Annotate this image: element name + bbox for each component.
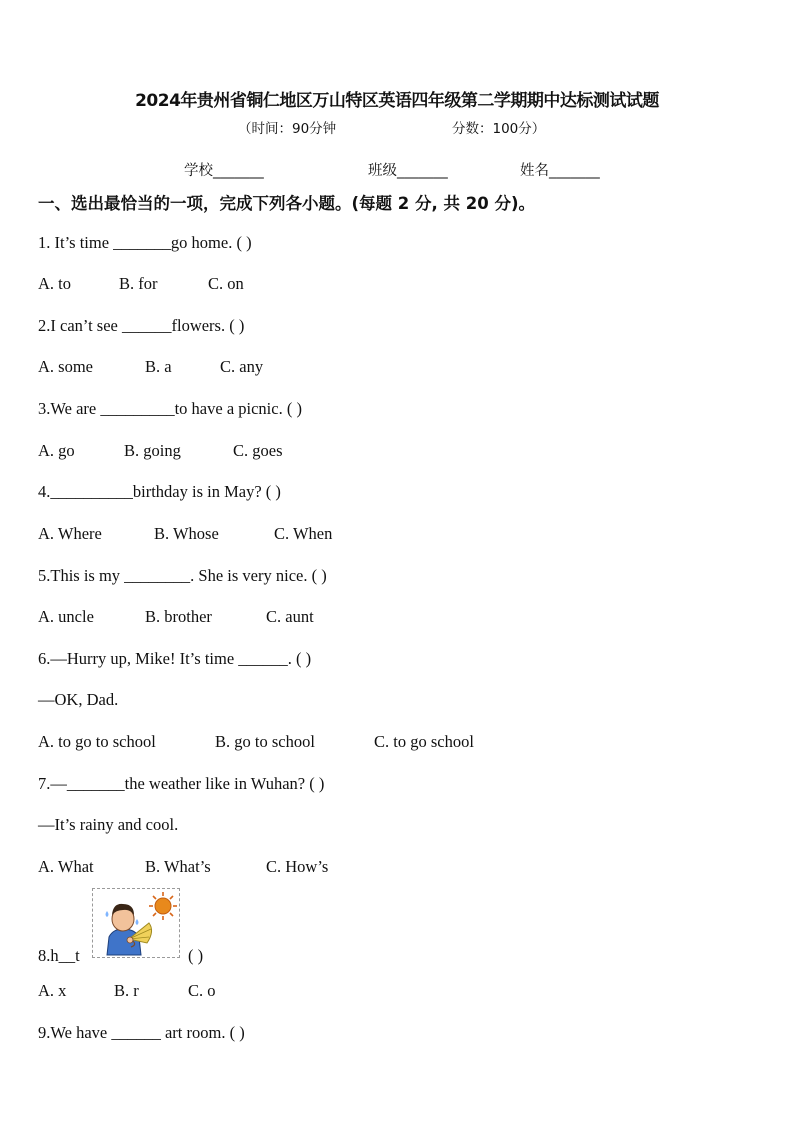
option-c[interactable]: C. o: [188, 981, 216, 1000]
question-7: 7.—_______the weather like in Wuhan? ( ): [38, 774, 325, 793]
option-a[interactable]: A. x: [38, 981, 67, 1000]
option-c[interactable]: C. When: [274, 524, 333, 543]
option-a[interactable]: A. some: [38, 357, 93, 376]
option-c[interactable]: C. aunt: [266, 607, 314, 626]
question-5: 5.This is my ________. She is very nice. ( ): [38, 566, 327, 585]
question-6: 6.—Hurry up, Mike! It’s time ______. ( ): [38, 649, 312, 668]
option-b[interactable]: B. What’s: [145, 857, 211, 876]
option-b[interactable]: B. a: [145, 357, 172, 376]
exam-time: （时间：90分钟: [238, 121, 337, 137]
option-c[interactable]: C. on: [208, 274, 244, 293]
question-3: 3.We are _________to have a picnic. ( ): [38, 399, 302, 418]
section-heading: 一、选出最恰当的一项，完成下列各小题。(每题 2 分, 共 20 分)。: [38, 194, 536, 213]
option-a[interactable]: A. Where: [38, 524, 102, 543]
question-9: 9.We have ______ art room. ( ): [38, 1023, 245, 1042]
option-b[interactable]: B. Whose: [154, 524, 219, 543]
option-a[interactable]: A. to: [38, 274, 71, 293]
option-b[interactable]: B. for: [119, 274, 158, 293]
exam-score: 分数：100分）: [452, 121, 546, 137]
page-title: 2024年贵州省铜仁地区万山特区英语四年级第二学期期中达标测试试题: [135, 91, 659, 111]
question-8: 8.h__t: [38, 946, 80, 965]
option-a[interactable]: A. go: [38, 441, 75, 460]
option-b[interactable]: B. r: [114, 981, 139, 1000]
option-c[interactable]: C. How’s: [266, 857, 329, 876]
option-b[interactable]: B. brother: [145, 607, 212, 626]
option-b[interactable]: B. go to school: [215, 732, 315, 751]
class-field[interactable]: 班级_______: [368, 163, 448, 179]
option-a[interactable]: A. to go to school: [38, 732, 156, 751]
hot-boy-illustration: [92, 888, 180, 958]
option-a[interactable]: A. uncle: [38, 607, 94, 626]
question-2: 2.I can’t see ______flowers. ( ): [38, 316, 245, 335]
question-7-reply: —It’s rainy and cool.: [38, 815, 179, 834]
question-4: 4.__________birthday is in May? ( ): [38, 482, 281, 501]
school-field[interactable]: 学校_______: [184, 163, 264, 179]
option-c[interactable]: C. any: [220, 357, 264, 376]
option-b[interactable]: B. going: [124, 441, 181, 460]
question-8-answer-blank: ( ): [188, 946, 204, 965]
option-c[interactable]: C. goes: [233, 441, 283, 460]
hot-weather-image: [93, 889, 179, 957]
question-6-reply: —OK, Dad.: [38, 690, 119, 709]
question-1: 1. It’s time _______go home. ( ): [38, 233, 252, 252]
name-field[interactable]: 姓名_______: [520, 163, 600, 179]
option-c[interactable]: C. to go school: [374, 732, 474, 751]
option-a[interactable]: A. What: [38, 857, 94, 876]
